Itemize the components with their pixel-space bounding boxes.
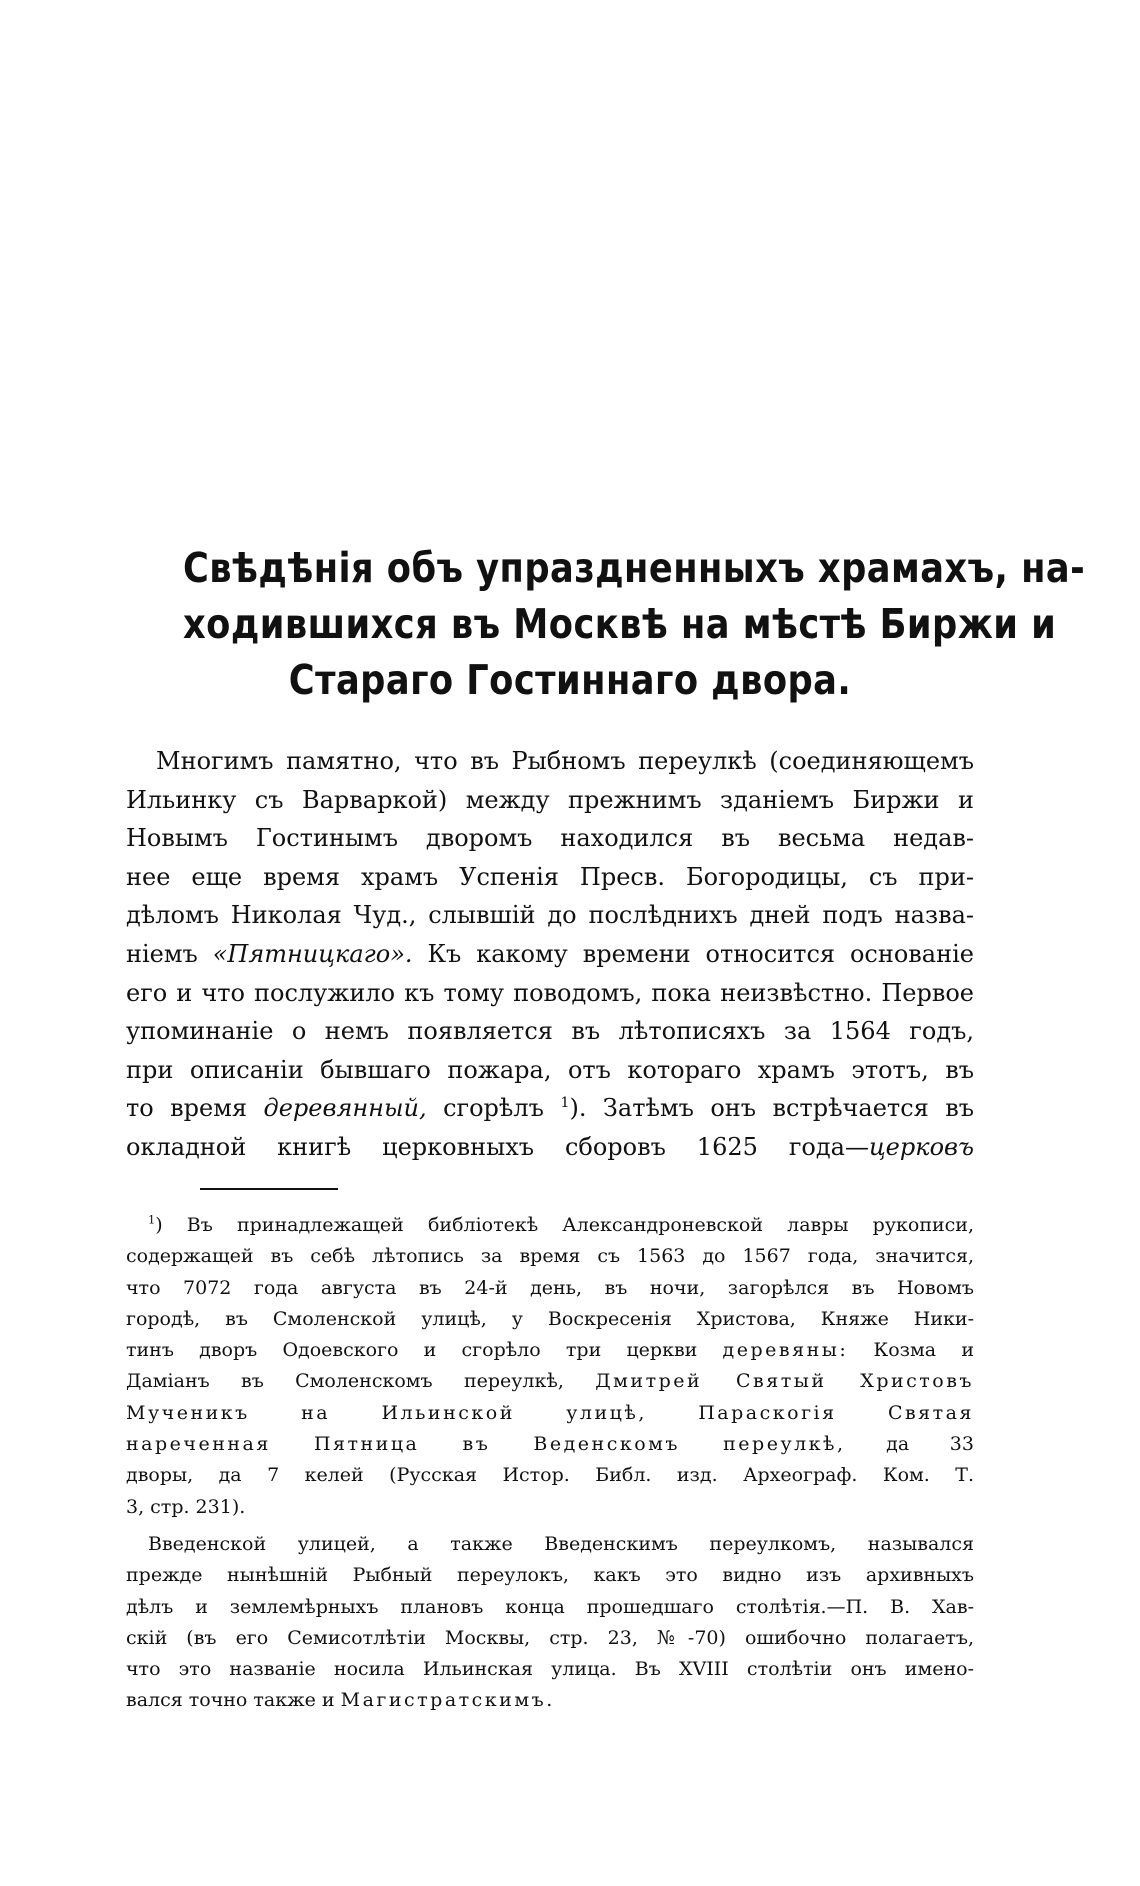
footnote-line: Мученикъ на Ильинской улицѣ, Параскогія Святая [126,1401,974,1424]
footnote-line: что 7072 года августа въ 24-й день, въ ночи, загорѣлся въ Новомъ [126,1276,974,1299]
text-line [126,1128,974,1167]
text-segment: ). Затѣмъ онъ встрѣчается въ [569,1094,974,1123]
main-paragraph [126,742,974,1167]
footnote-line: 3, стр. 231). [126,1495,246,1518]
text-segment: сгорѣлъ [443,1094,544,1123]
text-segment: то время [126,1094,248,1123]
footnote-line: содержащей въ себѣ лѣтопись за время съ 1563 до 1567 года, значится, [126,1245,974,1268]
text-segment: Козма и [873,1339,974,1362]
text-segment: Къ какому времени относится основаніе [427,939,974,968]
footnote-divider [200,1188,338,1190]
text-segment: вался точно также и [126,1689,335,1712]
italic-word: церковъ [868,1132,974,1161]
text-line: Ильинку съ Варваркой) между прежнимъ зданіемъ Биржи и [126,785,974,814]
text-segment: окладной книгѣ церковныхъ сборовъ 1625 года— [126,1132,869,1161]
text-segment: тинъ дворъ Одоевского и сгорѣло три церкви [126,1339,698,1362]
text-line [126,935,974,974]
footnote-line [126,1366,974,1397]
footnote-line: скій (въ его Семисотлѣтіи Москвы, стр. 23, №-70) ошибочно полагаетъ, [126,1626,974,1649]
footnote-line: Введенской улицей, а также Введенскимъ переулкомъ, назывался [148,1532,974,1555]
footnote-line: дѣлъ и землемѣрныхъ плановъ конца прошедшаго столѣтія.—П. В. Хав- [126,1595,974,1618]
footnote-line [126,1685,974,1716]
text-line: Новымъ Гостинымъ дворомъ находился въ весьма недав- [126,824,974,853]
footnote-line: городѣ, въ Смоленской улицѣ, у Воскресенія Христова, Княже Ники- [126,1307,974,1330]
footnote-line: что это названіе носила Ильинская улица. Въ XVIII столѣтіи онъ имено- [126,1658,974,1681]
title-line: ходившихся въ Москвѣ на мѣстѣ Биржи и [183,600,1057,648]
text-line: дѣломъ Николая Чуд., слывшій до послѣднихъ дней подъ назва- [126,901,974,930]
text-line: его и что послужило къ тому поводомъ, пока неизвѣстно. Первое [126,978,974,1007]
spaced-phrase: Дмитрей Святый Христовъ [595,1370,975,1393]
text-line [126,1089,974,1128]
text-line: Многимъ памятно, что въ Рыбномъ переулкѣ (соединяющемъ [156,747,974,775]
footnote-number: 1 [148,1212,156,1227]
footnote-line [126,1335,974,1366]
text-line: нее еще время храмъ Успенія Пресв. Богородицы, съ при- [126,862,974,891]
spaced-phrase: нареченная Пятница въ Веденскомъ переулкѣ, [126,1433,846,1456]
title-line: Свѣдѣнія объ упраздненныхъ храмахъ, на- [183,544,1086,592]
footnote-marker: 1 [560,1095,570,1112]
footnote-line: дворы, да 7 келей (Русская Истор. Библ. изд. Археограф. Ком. Т. [126,1464,974,1487]
italic-name: «Пятницкаго». [212,939,413,968]
text-segment: ) Въ принадлежащей библіотекѣ Александроневской лавры рукописи, [155,1214,974,1236]
spaced-word: Магистратскимъ. [340,1689,555,1712]
text-line: упоминаніе о немъ появляется въ лѣтописяхъ за 1564 годъ, [126,1017,974,1046]
page-title [183,540,1086,708]
footnote-line: прежде нынѣшній Рыбный переулокъ, какъ это видно изъ архивныхъ [126,1564,974,1587]
footnote-line [126,1429,974,1460]
spaced-word: деревяны: [722,1339,849,1362]
footnotes [126,1210,974,1717]
footnote-line [126,1210,974,1241]
title-line: Стараго Гостиннаго двора. [288,656,852,704]
italic-word: деревянный, [263,1094,427,1123]
text-segment: да 33 [886,1433,974,1456]
text-line: при описаніи бывшаго пожара, отъ котораго храмъ этотъ, въ [126,1055,974,1084]
text-segment: Даміанъ въ Смоленскомъ переулкѣ, [126,1370,564,1393]
text-segment: ніемъ [126,939,198,968]
